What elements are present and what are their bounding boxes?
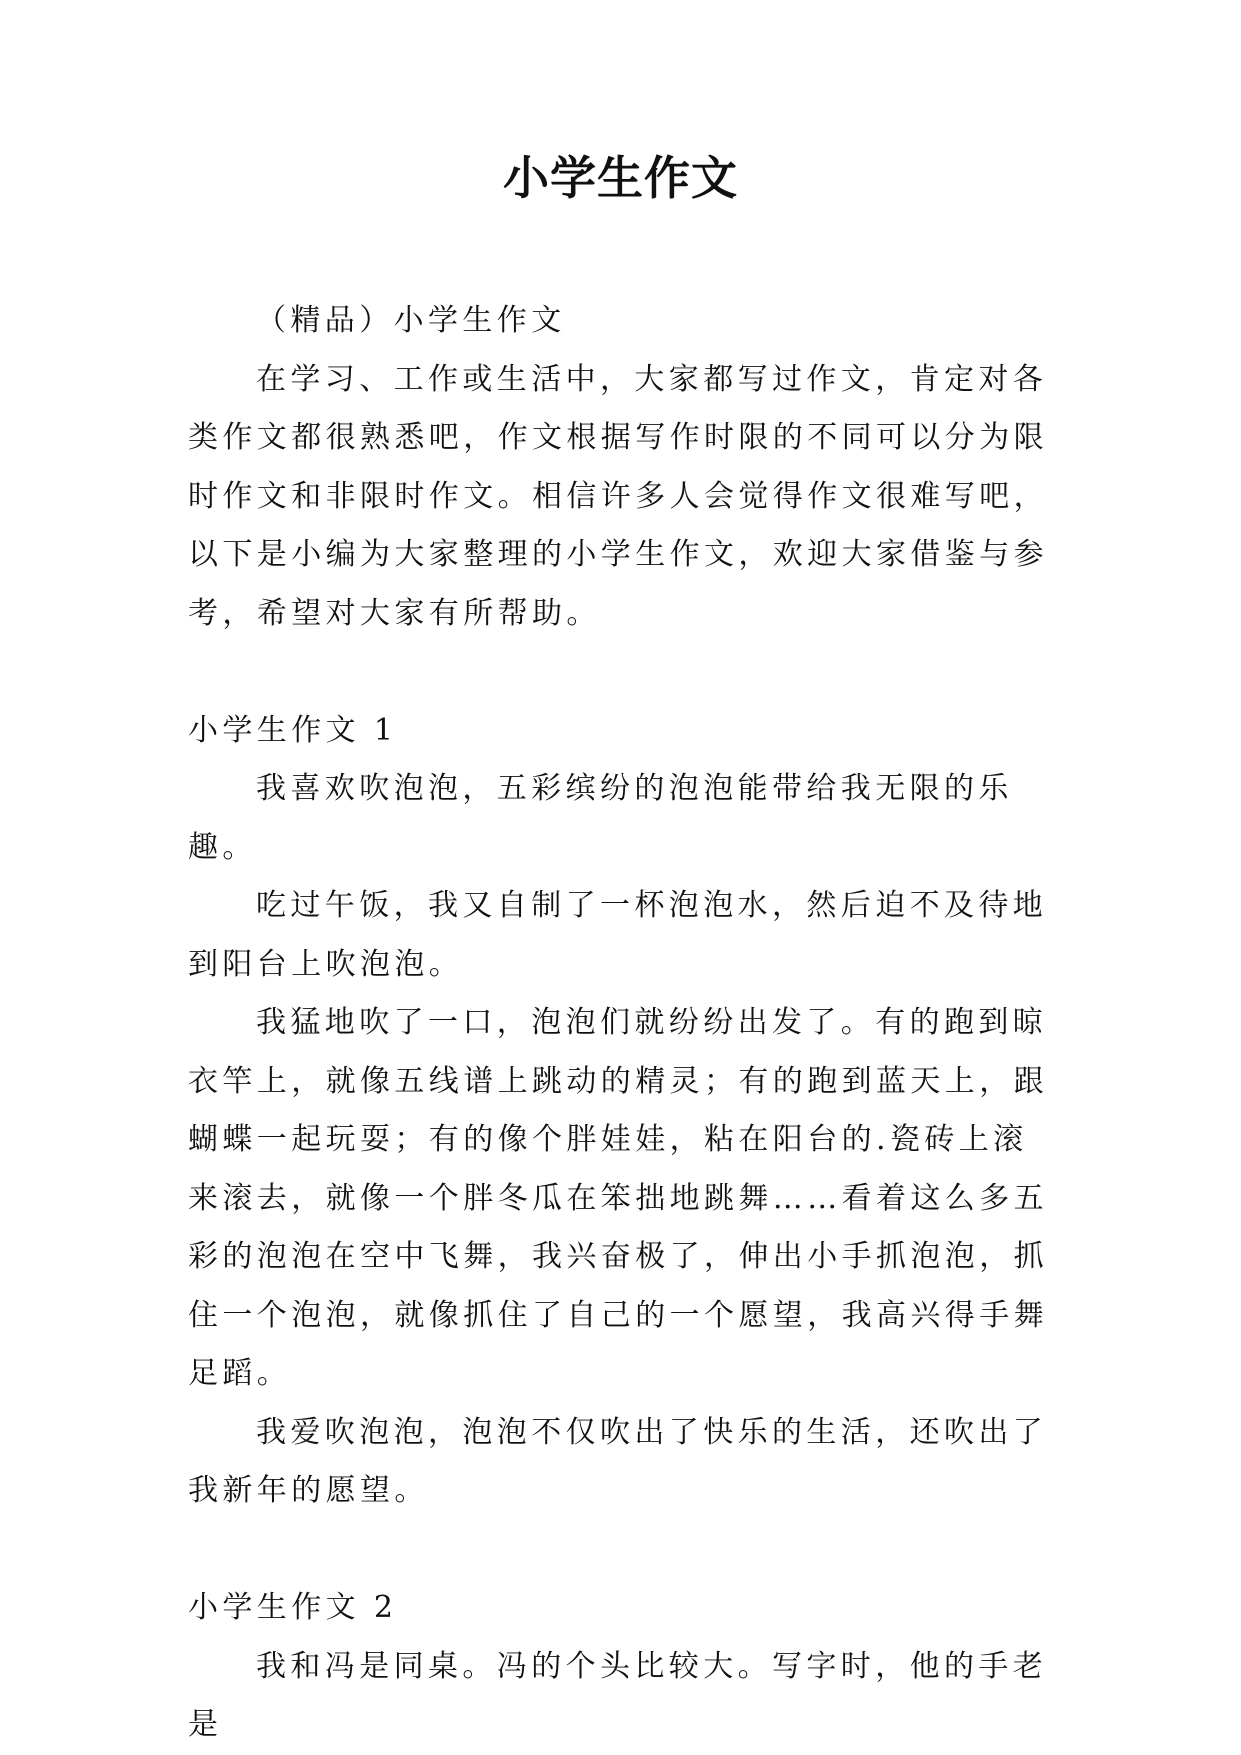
section-spacer [188, 1521, 1058, 1580]
document-body [188, 292, 1058, 1755]
essay-section-2 [188, 1579, 1058, 1755]
essay-paragraph: 我和冯是同桌。冯的个头比较大。写字时，他的手老是 [188, 1648, 1048, 1742]
essay-heading: 小学生作文 1 [188, 712, 398, 748]
essay-paragraph: 吃过午饭，我又自制了一杯泡泡水，然后迫不及待地到阳台上吹泡泡。 [188, 888, 1048, 982]
essay-paragraph: 我猛地吹了一口，泡泡们就纷纷出发了。有的跑到晾衣竿上，就像五线谱上跳动的精灵；有的跑到蓝天上，跟蝴蝶一起玩耍；有的像个胖娃娃，粘在阳台的.瓷砖上滚来滚去，就像一个胖冬瓜在笨拙地跳舞……看着这么多五彩的泡泡在空中飞舞，我兴奋极了，伸出小手抓泡泡，抓住一个泡泡，就像抓住了自己的一个愿望，我高兴得手舞足蹈。 [188, 1005, 1048, 1391]
document-title: 小学生作文 [503, 151, 738, 205]
intro-paragraph: 在学习、工作或生活中，大家都写过作文，肯定对各类作文都很熟悉吧，作文根据写作时限的不同可以分为限时作文和非限时作文。相信许多人会觉得作文很难写吧，以下是小编为大家整理的小学生作文，欢迎大家借鉴与参考，希望对大家有所帮助。 [188, 361, 1048, 631]
section-spacer [188, 643, 1058, 702]
essay-heading: 小学生作文 2 [188, 1590, 398, 1625]
essay-paragraph: 我喜欢吹泡泡，五彩缤纷的泡泡能带给我无限的乐趣。 [188, 771, 1013, 865]
essay-paragraph: 我爱吹泡泡，泡泡不仅吹出了快乐的生活，还吹出了我新年的愿望。 [188, 1414, 1048, 1508]
document-subtitle: （精品）小学生作文 [256, 303, 566, 338]
essay-section-1 [188, 702, 1058, 1521]
